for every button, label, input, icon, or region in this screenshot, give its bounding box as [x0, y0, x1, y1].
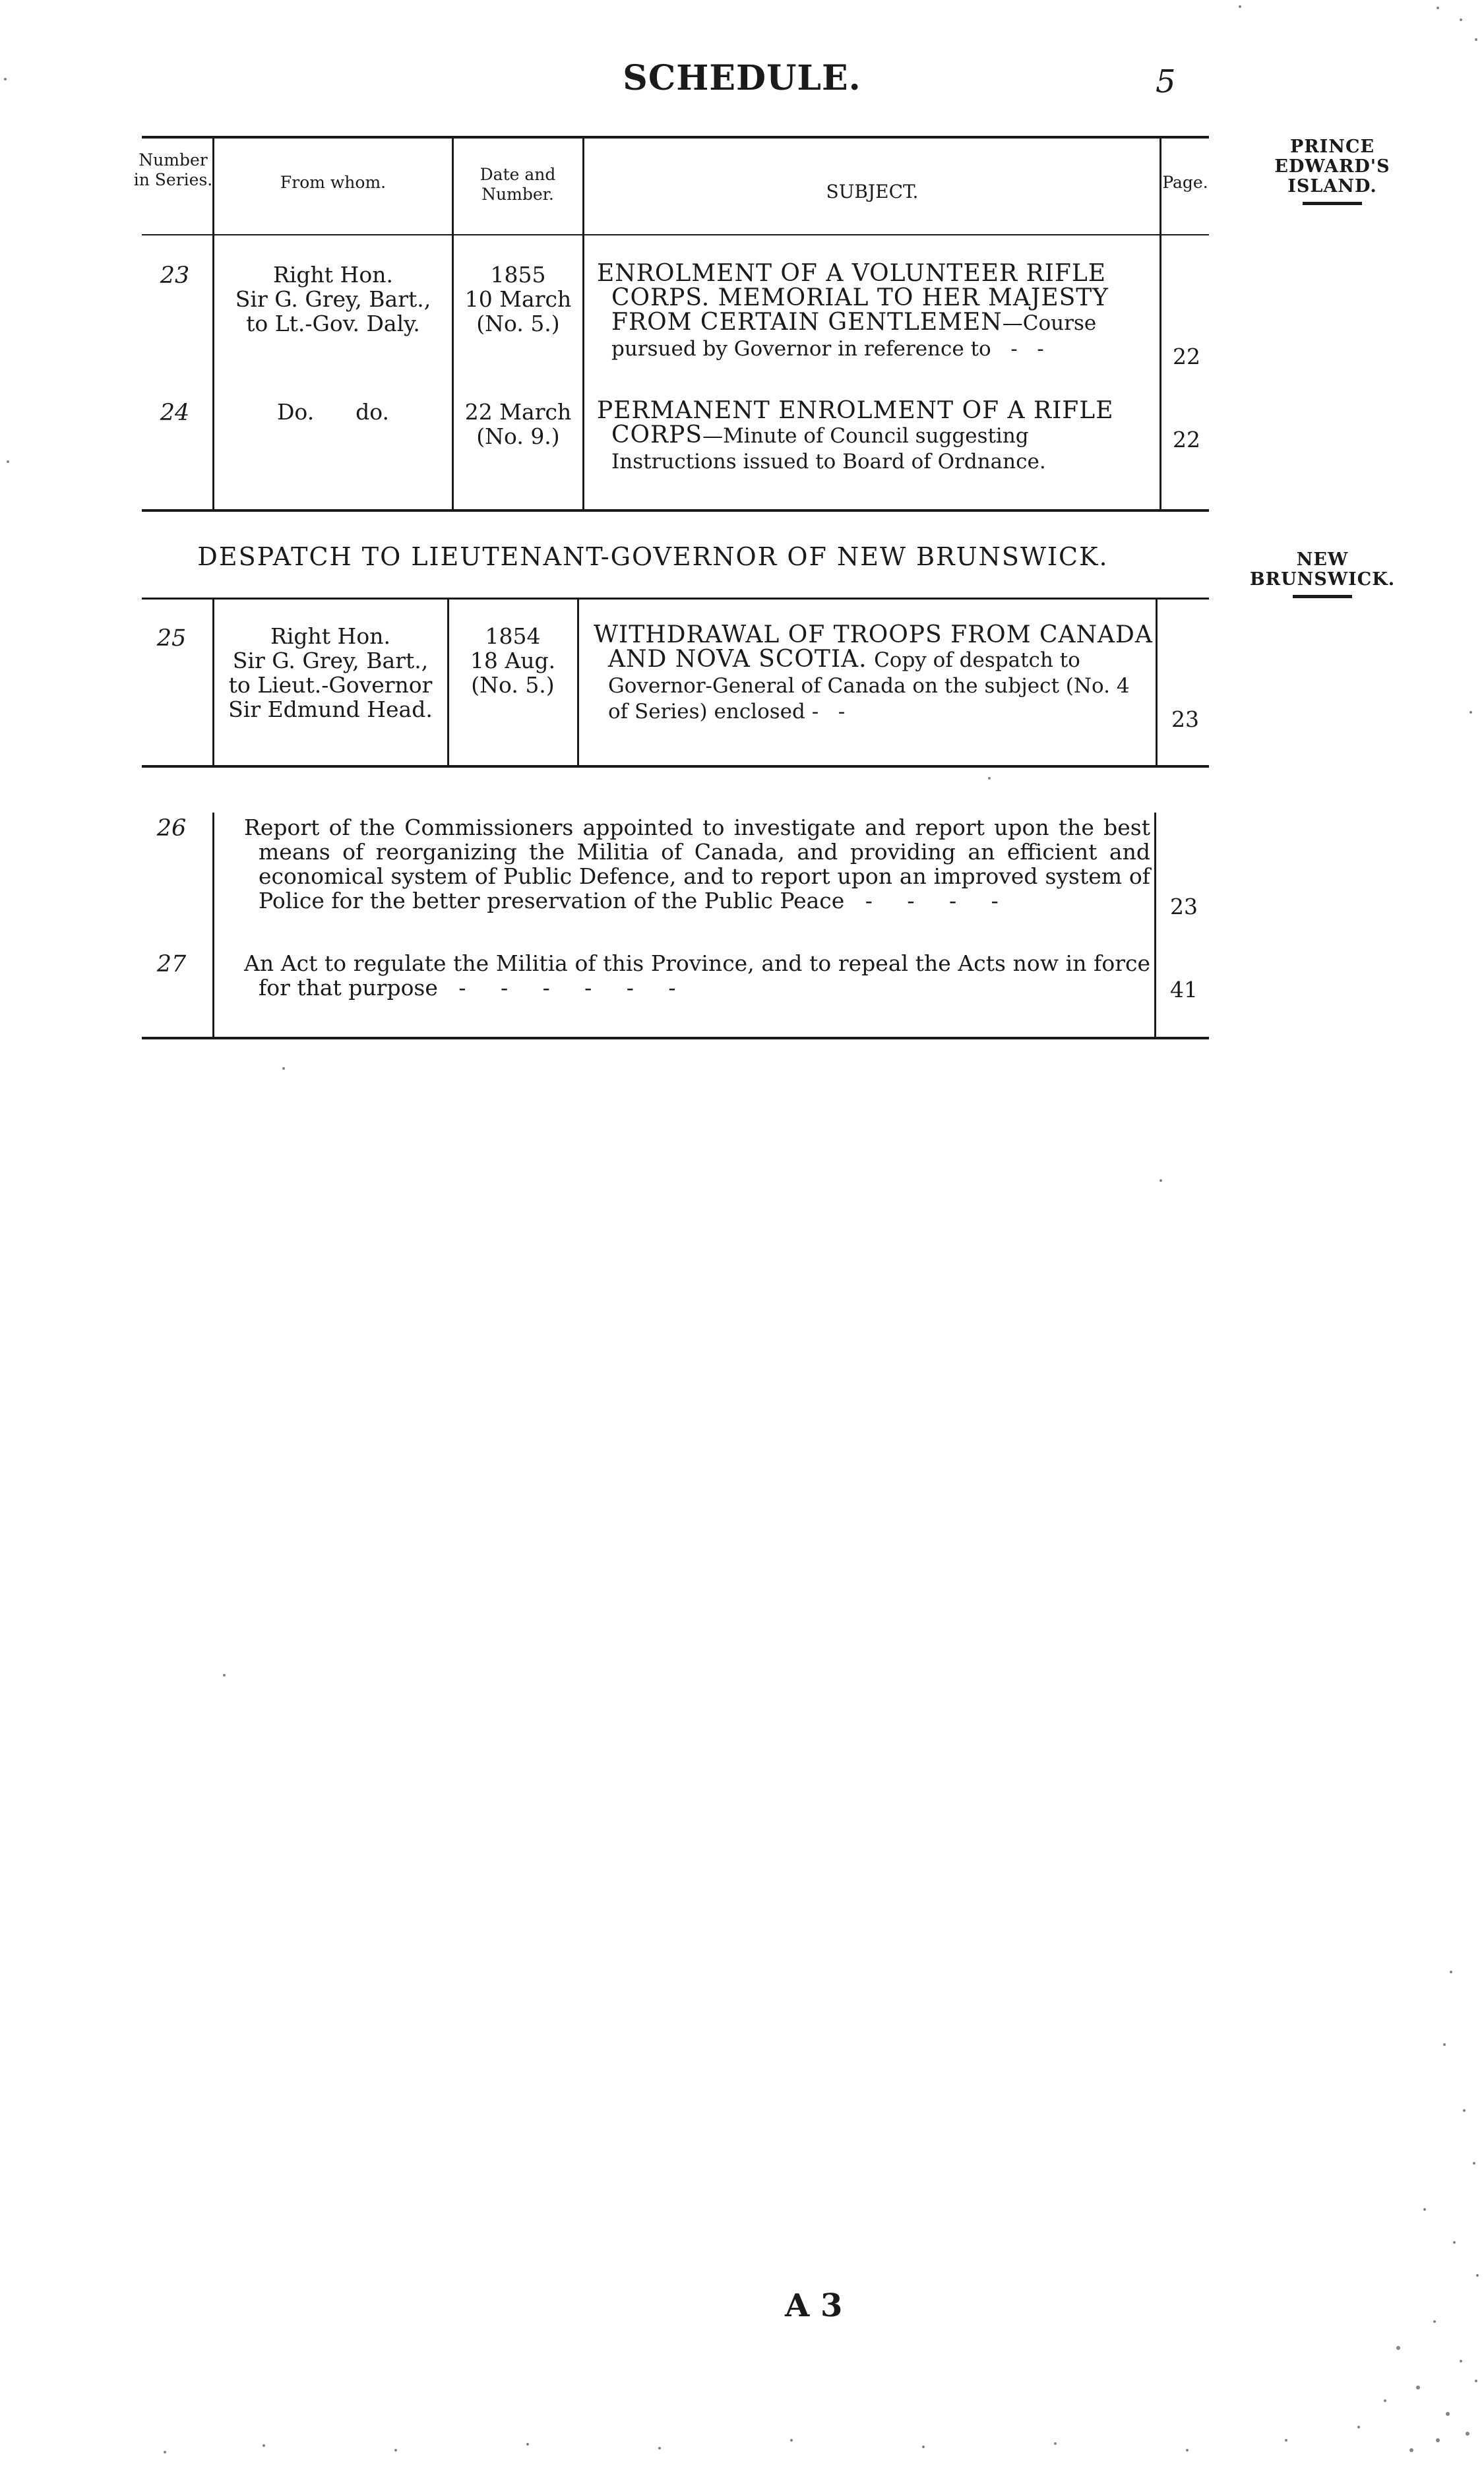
- subject-text: —Course pursued by Governor in reference to: [611, 311, 1097, 361]
- from-line: Right Hon.: [273, 262, 393, 288]
- page-number: 5: [1156, 63, 1176, 100]
- header-subject: SUBJECT.: [826, 181, 919, 202]
- header-number: Number in Series.: [133, 150, 213, 189]
- row-page: 41: [1170, 977, 1198, 1002]
- row-subject: An Act to regulate the Militia of this Province, and to repeal the Acts now in force for that purpose - - - - - -: [244, 950, 1150, 1001]
- from-line: Right Hon.: [270, 623, 390, 649]
- date-line: 1854: [485, 623, 541, 649]
- from-line: to Lieut.-Governor: [228, 672, 433, 698]
- date-line: 1855: [490, 262, 546, 288]
- margin-note-line: NEW: [1296, 549, 1349, 570]
- row-page: 23: [1170, 894, 1198, 919]
- date-line: (No. 5.): [476, 311, 560, 336]
- from-line: Sir Edmund Head.: [228, 696, 433, 722]
- from-line: Sir G. Grey, Bart.,: [235, 286, 431, 312]
- row-number: 27: [156, 951, 187, 977]
- row-number: 23: [160, 262, 190, 289]
- row-number: 25: [156, 625, 187, 652]
- row-subject: Report of the Commissioners appointed to investigate and report upon the best means of reorganizing the Militia of Canada, and providing an efficient and economical system of Public Defence, and to report upon an improved system of Police for the better preservation of the Public Peace - - - -: [244, 815, 1150, 913]
- margin-note-line: EDWARD'S: [1274, 156, 1390, 177]
- subject-text: An Act to regulate the Militia of this Province, and to repeal the Acts now in force for that purpose: [244, 950, 1150, 1001]
- header-date-number: Date and Number.: [479, 165, 556, 204]
- date-line: 10 March: [464, 286, 572, 312]
- date-line: 18 Aug.: [470, 648, 556, 673]
- page-title: SCHEDULE.: [623, 58, 861, 98]
- row-number: 26: [156, 815, 187, 842]
- subject-caps: ENROLMENT OF A VOLUNTEER RIFLE CORPS. MEMORIAL TO HER MAJESTY FROM CERTAIN GENTLEMEN: [597, 260, 1109, 336]
- row-page: 22: [1173, 344, 1200, 369]
- subject-text: —Minute of Council suggesting Instructions issued to Board of Ordnance.: [611, 424, 1046, 474]
- row-from-whom: Do. do.: [276, 399, 390, 425]
- margin-note-line: ISLAND.: [1287, 176, 1377, 197]
- header-from-whom: From whom.: [280, 173, 386, 192]
- from-line: Sir G. Grey, Bart.,: [232, 648, 429, 673]
- row-subject: WITHDRAWAL OF TROOPS FROM CANADA AND NOVA SCOTIA. Copy of despatch to Governor-General of Canada on the subject (No. 4 of Series) enclosed - -: [594, 621, 1153, 724]
- from-line: to Lt.-Gov. Daly.: [246, 311, 420, 336]
- row-page: 23: [1171, 706, 1199, 732]
- date-line: 22 March: [464, 399, 572, 425]
- subject-caps: WITHDRAWAL OF TROOPS FROM CANADA AND NOVA SCOTIA.: [594, 621, 1153, 673]
- subject-text: Report of the Commissioners appointed to investigate and report upon the best means of reorganizing the Militia of Canada, and providing an efficient and economical system of Public Defence, and to report upon an improved system of Police for the better preservation of the Public Peace: [244, 815, 1150, 913]
- row-number: 24: [160, 400, 190, 426]
- margin-note-line: PRINCE: [1289, 137, 1375, 157]
- row-page: 22: [1173, 427, 1200, 452]
- signature-mark: A 3: [785, 2287, 843, 2324]
- subject-text: Copy of despatch to Governor-General of Canada on the subject (No. 4 of Series) enclosed: [608, 648, 1130, 724]
- header-page: Page.: [1162, 173, 1208, 192]
- date-line: (No. 9.): [476, 423, 560, 449]
- margin-note-line: BRUNSWICK.: [1249, 569, 1396, 590]
- row-subject: ENROLMENT OF A VOLUNTEER RIFLE CORPS. MEMORIAL TO HER MAJESTY FROM CERTAIN GENTLEMEN—Course pursued by Governor in reference to - -: [597, 260, 1109, 361]
- subject-caps: PERMANENT ENROLMENT OF A RIFLE CORPS: [597, 397, 1114, 448]
- section-heading: DESPATCH TO LIEUTENANT-GOVERNOR OF NEW BRUNSWICK.: [197, 542, 1109, 571]
- date-line: (No. 5.): [471, 672, 555, 698]
